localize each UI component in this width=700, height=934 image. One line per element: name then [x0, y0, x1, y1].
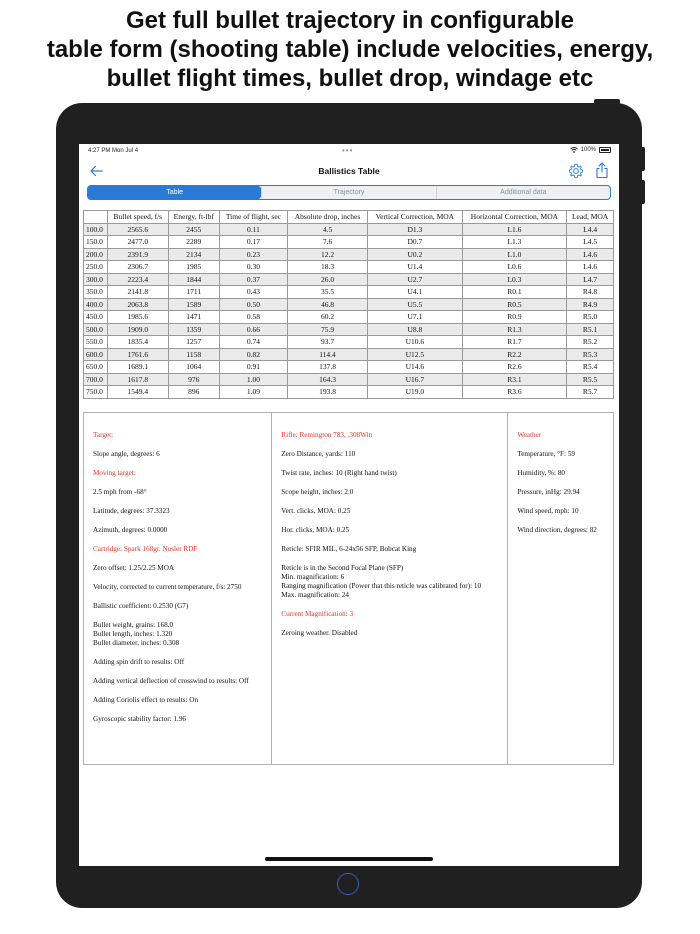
table-cell: 0.11 — [219, 223, 287, 236]
vertical-deflection: Adding vertical deflection of crosswind to results: Off — [93, 677, 249, 685]
table-cell: 93.7 — [288, 336, 368, 349]
table-cell: L4.7 — [567, 273, 614, 286]
table-cell: R1.7 — [462, 336, 567, 349]
table-cell: U8.8 — [368, 323, 463, 336]
table-cell: 250.0 — [84, 261, 108, 274]
pressure: Pressure, inHg: 29.94 — [517, 488, 580, 496]
table-cell: 750.0 — [84, 386, 108, 399]
table-cell: D0.7 — [368, 236, 463, 249]
table-cell: 7.6 — [288, 236, 368, 249]
tab-trajectory[interactable]: Trajectory — [261, 186, 435, 199]
headline-line-1: Get full bullet trajectory in configurable — [125, 7, 575, 34]
column-header-horizontal: Horizontal Correction, MOA — [462, 211, 567, 224]
table-cell: 1549.4 — [108, 386, 169, 399]
table-cell: 2223.4 — [108, 273, 169, 286]
gyroscopic-stability: Gyroscopic stability factor: 1.96 — [93, 715, 187, 723]
table-cell: 2391.9 — [108, 248, 169, 261]
home-indicator[interactable] — [265, 857, 433, 861]
table-cell: 300.0 — [84, 273, 108, 286]
table-cell: 2289 — [168, 236, 219, 249]
table-cell: 100.0 — [84, 223, 108, 236]
temperature: Temperature, °F: 59 — [517, 450, 576, 458]
table-cell: 164.3 — [288, 373, 368, 386]
table-cell: 2141.8 — [108, 286, 169, 299]
table-cell: U12.5 — [368, 348, 463, 361]
table-row — [84, 223, 614, 236]
table-cell: 1359 — [168, 323, 219, 336]
zero-offset: Zero offset: 1.25/2.25 MOA — [93, 564, 175, 572]
table-cell: 500.0 — [84, 323, 108, 336]
bullet-diameter: Bullet diameter, inches: 0.308 — [93, 639, 180, 647]
table-cell: R0.9 — [462, 311, 567, 324]
table-body — [84, 223, 614, 398]
table-cell: 700.0 — [84, 373, 108, 386]
headline-line-3: bullet flight times, bullet drop, windage etc — [106, 65, 594, 92]
table-cell: 0.58 — [219, 311, 287, 324]
navigation-bar — [79, 158, 619, 184]
wind-direction: Wind direction, degrees: 82 — [517, 526, 597, 534]
column-header-speed: Bullet speed, f/s — [108, 211, 169, 224]
table-cell: 2477.0 — [108, 236, 169, 249]
table-cell: 2063.8 — [108, 298, 169, 311]
table-cell: 26.0 — [288, 273, 368, 286]
page-title: Ballistics Table — [318, 166, 380, 176]
reticle-details — [281, 564, 499, 600]
info-panel — [83, 412, 614, 765]
table-cell: R4.8 — [567, 286, 614, 299]
table-cell: R2.6 — [462, 361, 567, 374]
table-cell: U0.2 — [368, 248, 463, 261]
app-screen — [79, 144, 619, 866]
horizontal-clicks: Hor. clicks, MOA: 0.25 — [281, 526, 350, 534]
tab-table[interactable]: Table — [88, 186, 261, 199]
table-cell: 0.91 — [219, 361, 287, 374]
tab-additional-data[interactable]: Additional data — [436, 186, 610, 199]
table-cell: 1.09 — [219, 386, 287, 399]
azimuth: Azimuth, degrees: 0.0000 — [93, 526, 168, 534]
table-cell: 976 — [168, 373, 219, 386]
table-cell: 200.0 — [84, 248, 108, 261]
table-row — [84, 311, 614, 324]
column-header-range — [84, 211, 108, 224]
table-cell: R5.7 — [567, 386, 614, 399]
table-row — [84, 386, 614, 399]
table-cell: 1985.6 — [108, 311, 169, 324]
table-cell: R0.1 — [462, 286, 567, 299]
cartridge-heading: Cartridge: Spark 168gr. Nosler RDF — [93, 545, 198, 553]
table-cell: R1.3 — [462, 323, 567, 336]
table-cell: 0.82 — [219, 348, 287, 361]
table-row — [84, 373, 614, 386]
table-cell: L0.3 — [462, 273, 567, 286]
table-cell: 350.0 — [84, 286, 108, 299]
humidity: Humidity, %: 80 — [517, 469, 566, 477]
table-row — [84, 336, 614, 349]
table-cell: 1589 — [168, 298, 219, 311]
table-cell: 600.0 — [84, 348, 108, 361]
table-cell: 2134 — [168, 248, 219, 261]
bullet-length: Bullet length, inches: 1.320 — [93, 630, 173, 638]
table-cell: 12.2 — [288, 248, 368, 261]
table-cell: 0.23 — [219, 248, 287, 261]
table-row — [84, 236, 614, 249]
table-cell: 35.5 — [288, 286, 368, 299]
table-cell: 137.8 — [288, 361, 368, 374]
table-cell: 114.4 — [288, 348, 368, 361]
target-column — [84, 413, 272, 764]
table-cell: U1.4 — [368, 261, 463, 274]
table-cell: U19.0 — [368, 386, 463, 399]
min-magnification: Min. magnification: 6 — [281, 573, 345, 581]
table-cell: 2306.7 — [108, 261, 169, 274]
table-cell: R3.6 — [462, 386, 567, 399]
twist-rate: Twist rate, inches: 10 (Right hand twist) — [281, 469, 397, 477]
table-cell: 193.8 — [288, 386, 368, 399]
gear-icon[interactable] — [568, 163, 584, 179]
table-row — [84, 261, 614, 274]
table-cell: 75.9 — [288, 323, 368, 336]
table-cell: 1471 — [168, 311, 219, 324]
headline-line-2: table form (shooting table) include velocities, energy, — [46, 36, 654, 63]
table-cell: R5.3 — [567, 348, 614, 361]
column-header-energy: Energy, ft-lbf — [168, 211, 219, 224]
current-magnification: Current Magnification: 3 — [281, 610, 354, 618]
focal-plane: Reticle is in the Second Focal Plane (SFP) — [281, 564, 404, 572]
table-cell: 0.74 — [219, 336, 287, 349]
rifle-column — [272, 413, 508, 764]
table-cell: 0.43 — [219, 286, 287, 299]
table-cell: L4.6 — [567, 248, 614, 261]
table-row — [84, 361, 614, 374]
slope-angle: Slope angle, degrees: 6 — [93, 450, 160, 458]
table-cell: 4.5 — [288, 223, 368, 236]
table-cell: 1064 — [168, 361, 219, 374]
table-cell: 18.3 — [288, 261, 368, 274]
tablet-volume-up-button — [640, 147, 645, 171]
table-cell: 1158 — [168, 348, 219, 361]
table-cell: 1617.8 — [108, 373, 169, 386]
weather-heading: Weather — [517, 431, 542, 439]
status-bar — [79, 144, 619, 158]
table-cell: 400.0 — [84, 298, 108, 311]
status-time: 4:27 PM Mon Jul 4 — [88, 148, 139, 154]
view-segmented-control — [87, 185, 611, 200]
table-cell: 450.0 — [84, 311, 108, 324]
corrected-velocity: Velocity, corrected to current temperature, f/s: 2750 — [93, 583, 242, 591]
table-cell: U2.7 — [368, 273, 463, 286]
table-cell: L4.5 — [567, 236, 614, 249]
moving-target-value: 2.5 mph from -68° — [93, 488, 147, 496]
table-cell: 0.17 — [219, 236, 287, 249]
max-magnification: Max. magnification: 24 — [281, 591, 349, 599]
table-row — [84, 348, 614, 361]
tablet-volume-down-button — [640, 180, 645, 204]
table-row — [84, 273, 614, 286]
moving-target-heading: Moving target: — [93, 469, 136, 477]
ranging-magnification: Ranging magnification (Power that this reticle was calibrated for): 10 — [281, 582, 482, 590]
table-cell: 60.2 — [288, 311, 368, 324]
table-cell: 2565.6 — [108, 223, 169, 236]
zeroing-weather: Zeroing weather. Disabled — [281, 629, 358, 637]
table-cell: U4.1 — [368, 286, 463, 299]
table-cell: 1689.1 — [108, 361, 169, 374]
table-cell: 1711 — [168, 286, 219, 299]
table-cell: 0.66 — [219, 323, 287, 336]
table-cell: U14.6 — [368, 361, 463, 374]
table-header-row — [84, 211, 614, 224]
tablet-power-button — [594, 99, 620, 105]
tablet-home-button[interactable] — [337, 873, 359, 895]
status-indicators — [570, 147, 611, 153]
table-cell: 1.00 — [219, 373, 287, 386]
table-cell: 0.30 — [219, 261, 287, 274]
table-cell: 550.0 — [84, 336, 108, 349]
bullet-weight: Bullet weight, grains: 168.0 — [93, 621, 174, 629]
table-cell: 1985 — [168, 261, 219, 274]
table-row — [84, 298, 614, 311]
table-cell: 1761.6 — [108, 348, 169, 361]
table-cell: 896 — [168, 386, 219, 399]
table-cell: 0.37 — [219, 273, 287, 286]
promo-headline — [0, 6, 700, 93]
zero-distance: Zero Distance, yards: 110 — [281, 450, 356, 458]
column-header-lead: Lead, MOA — [567, 211, 614, 224]
table-cell: L1.3 — [462, 236, 567, 249]
column-header-time: Time of flight, sec — [219, 211, 287, 224]
table-cell: R0.5 — [462, 298, 567, 311]
table-cell: R5.2 — [567, 336, 614, 349]
battery-icon — [599, 147, 611, 153]
weather-column — [508, 413, 613, 764]
table-cell: L4.4 — [567, 223, 614, 236]
table-cell: 150.0 — [84, 236, 108, 249]
table-cell: U10.6 — [368, 336, 463, 349]
table-cell: R5.5 — [567, 373, 614, 386]
table-cell: 1835.4 — [108, 336, 169, 349]
wind-speed: Wind speed, mph: 10 — [517, 507, 579, 515]
spin-drift: Adding spin drift to results: Off — [93, 658, 185, 666]
ballistic-coefficient: Ballistic coefficient: 0.2530 (G7) — [93, 602, 189, 610]
table-cell: 0.50 — [219, 298, 287, 311]
table-row — [84, 323, 614, 336]
table-cell: R2.2 — [462, 348, 567, 361]
scope-height: Scope height, inches: 2.0 — [281, 488, 354, 496]
table-cell: L4.6 — [567, 261, 614, 274]
table-cell: 46.8 — [288, 298, 368, 311]
table-cell: 1844 — [168, 273, 219, 286]
table-cell: D1.3 — [368, 223, 463, 236]
vertical-clicks: Vert. clicks, MOA: 0.25 — [281, 507, 351, 515]
coriolis-effect: Adding Coriolis effect to results: On — [93, 696, 199, 704]
wifi-icon — [570, 147, 578, 153]
table-cell: 2455 — [168, 223, 219, 236]
table-cell: R3.1 — [462, 373, 567, 386]
table-cell: R5.4 — [567, 361, 614, 374]
bullet-dimensions — [93, 621, 263, 648]
table-cell: L0.6 — [462, 261, 567, 274]
table-row — [84, 286, 614, 299]
share-icon[interactable] — [595, 162, 609, 179]
table-cell: R5.0 — [567, 311, 614, 324]
column-header-drop: Absolute drop, inches — [288, 211, 368, 224]
table-cell: R4.9 — [567, 298, 614, 311]
table-row — [84, 248, 614, 261]
column-header-vertical: Vertical Correction, MOA — [368, 211, 463, 224]
table-cell: L1.6 — [462, 223, 567, 236]
reticle: Reticle: SFIR MIL, 6-24x56 SFP, Bobcat King — [281, 545, 417, 553]
ballistics-table — [83, 210, 614, 399]
latitude: Latitude, degrees: 37.3323 — [93, 507, 170, 515]
table-cell: R5.1 — [567, 323, 614, 336]
table-cell: U7.1 — [368, 311, 463, 324]
table-cell: U5.5 — [368, 298, 463, 311]
battery-percent: 100% — [580, 147, 596, 153]
table-cell: 650.0 — [84, 361, 108, 374]
rifle-heading: Rifle: Remington 783, .308Win — [281, 431, 373, 439]
table-cell: L1.0 — [462, 248, 567, 261]
table-cell: U16.7 — [368, 373, 463, 386]
multitask-dots-icon[interactable]: ••• — [342, 146, 354, 155]
table-cell: 1909.0 — [108, 323, 169, 336]
table-cell: 1257 — [168, 336, 219, 349]
target-heading: Target: — [93, 431, 114, 439]
